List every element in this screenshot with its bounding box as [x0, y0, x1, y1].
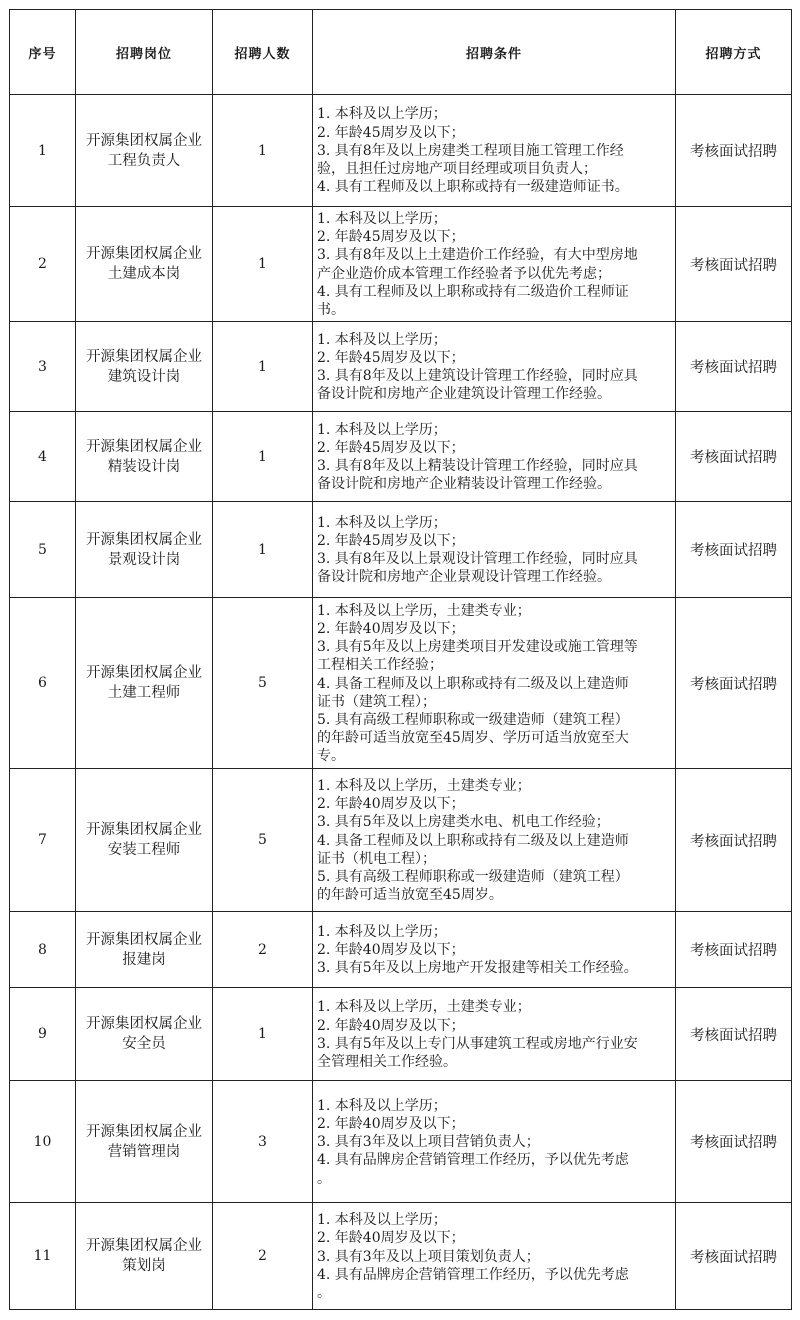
position-line: 开源集团权属企业 — [86, 348, 202, 365]
cell-conditions — [313, 1081, 676, 1203]
cell-conditions — [313, 988, 676, 1081]
cell-method: 考核面试招聘 — [676, 412, 792, 502]
condition-line: 3. 具有8年及以上土建造价工作经验，有大中型房地 — [317, 247, 638, 264]
condition-line: 1. 本科及以上学历； — [317, 106, 447, 123]
cell-position — [76, 412, 213, 502]
position-line: 开源集团权属企业 — [86, 246, 202, 263]
cell-conditions — [313, 207, 676, 322]
condition-line: 的年龄可适当放宽至45周岁、学历可适当放宽至大 — [317, 730, 629, 747]
cell-position — [76, 598, 213, 769]
cell-count: 1 — [213, 412, 313, 502]
table-row — [10, 988, 792, 1081]
condition-line: 2. 年龄45周岁及以下； — [317, 229, 465, 246]
cell-count: 1 — [213, 95, 313, 207]
table-row — [10, 598, 792, 769]
cell-index: 5 — [10, 502, 76, 598]
cell-position — [76, 95, 213, 207]
cell-index: 6 — [10, 598, 76, 769]
table-row — [10, 502, 792, 598]
table-row — [10, 912, 792, 988]
condition-line: 3. 具有8年及以上景观设计管理工作经验，同时应具 — [317, 551, 638, 568]
cell-index: 2 — [10, 207, 76, 322]
condition-line: 书。 — [317, 302, 345, 319]
condition-line: 3. 具有3年及以上项目策划负责人； — [317, 1248, 540, 1265]
cell-position — [76, 502, 213, 598]
table-body — [10, 95, 792, 1310]
condition-line: 4. 具有工程师及以上职称或持有一级建造师证书。 — [317, 179, 629, 196]
cell-conditions — [313, 502, 676, 598]
condition-line: 3. 具有3年及以上项目营销负责人； — [317, 1134, 540, 1151]
position-line: 开源集团权属企业 — [86, 1016, 202, 1033]
condition-line: 证书（建筑工程）； — [317, 693, 436, 710]
position-line: 开源集团权属企业 — [86, 1123, 202, 1140]
header-count: 招聘人数 — [213, 10, 313, 95]
cell-method: 考核面试招聘 — [676, 988, 792, 1081]
condition-line: 3. 具有5年及以上房建类项目开发建设或施工管理等 — [317, 639, 638, 656]
cell-position — [76, 322, 213, 412]
cell-index: 8 — [10, 912, 76, 988]
condition-line: 5. 具有高级工程师职称或一级建造师（建筑工程） — [317, 712, 629, 729]
position-line: 开源集团权属企业 — [86, 531, 202, 548]
condition-line: 1. 本科及以上学历，土建类专业； — [317, 778, 531, 794]
condition-line: 2. 年龄45周岁及以下； — [317, 124, 465, 141]
condition-line: 1. 本科及以上学历； — [317, 421, 447, 438]
condition-line: 1. 本科及以上学历，土建类专业； — [317, 999, 531, 1016]
position-line: 开源集团权属企业 — [86, 822, 202, 839]
condition-line: 1. 本科及以上学历； — [317, 923, 447, 940]
condition-line: 证书（机电工程）； — [317, 850, 436, 867]
cell-position — [76, 1203, 213, 1310]
condition-line: 4. 具有工程师及以上职称或持有二级造价工程师证 — [317, 283, 629, 300]
condition-line: 工程相关工作经验； — [317, 657, 443, 674]
condition-line: 备设计院和房地产企业建筑设计管理工作经验。 — [317, 386, 611, 403]
cell-position — [76, 207, 213, 322]
header-position: 招聘岗位 — [76, 10, 213, 95]
cell-count: 2 — [213, 912, 313, 988]
cell-conditions — [313, 412, 676, 502]
table-row — [10, 1081, 792, 1203]
condition-line: 的年龄可适当放宽至45周岁。 — [317, 887, 503, 904]
cell-conditions — [313, 95, 676, 207]
header-method: 招聘方式 — [676, 10, 792, 95]
recruitment-table — [9, 9, 792, 1310]
cell-count: 3 — [213, 1081, 313, 1203]
cell-conditions — [313, 769, 676, 912]
condition-line: 2. 年龄45周岁及以下； — [317, 533, 465, 550]
condition-line: 产企业造价成本管理工作经验者予以优先考虑； — [317, 265, 611, 282]
condition-line: 3. 具有8年及以上精装设计管理工作经验，同时应具 — [317, 458, 638, 475]
cell-count: 1 — [213, 502, 313, 598]
position-line: 安装工程师 — [107, 842, 181, 859]
condition-line: 1. 本科及以上学历； — [317, 331, 447, 348]
cell-conditions — [313, 1203, 676, 1310]
cell-method: 考核面试招聘 — [676, 598, 792, 769]
cell-conditions — [313, 912, 676, 988]
cell-index: 1 — [10, 95, 76, 207]
position-line: 开源集团权属企业 — [86, 132, 202, 149]
position-line: 营销管理岗 — [107, 1143, 181, 1160]
cell-index: 4 — [10, 412, 76, 502]
position-line: 开源集团权属企业 — [86, 438, 202, 455]
condition-line: 3. 具有8年及以上建筑设计管理工作经验，同时应具 — [317, 368, 638, 385]
cell-index: 10 — [10, 1081, 76, 1203]
condition-line: 全管理相关工作经验。 — [317, 1053, 457, 1070]
condition-line: 。 — [317, 1170, 331, 1187]
cell-method: 考核面试招聘 — [676, 322, 792, 412]
table-row — [10, 95, 792, 207]
cell-method: 考核面试招聘 — [676, 502, 792, 598]
position-line: 报建岗 — [122, 951, 166, 968]
cell-method: 考核面试招聘 — [676, 769, 792, 912]
condition-line: 2. 年龄40周岁及以下； — [317, 796, 465, 813]
cell-method: 考核面试招聘 — [676, 207, 792, 322]
position-line: 工程负责人 — [107, 152, 181, 169]
position-line: 开源集团权属企业 — [86, 665, 202, 682]
cell-index: 9 — [10, 988, 76, 1081]
cell-conditions — [313, 322, 676, 412]
condition-line: 1. 本科及以上学历； — [317, 211, 447, 227]
position-line: 精装设计岗 — [107, 458, 181, 475]
condition-line: 2. 年龄45周岁及以下； — [317, 350, 465, 367]
cell-index: 11 — [10, 1203, 76, 1310]
cell-conditions — [313, 598, 676, 769]
position-line: 土建成本岗 — [107, 266, 181, 283]
condition-line: 备设计院和房地产企业景观设计管理工作经验。 — [317, 569, 611, 586]
condition-line: 2. 年龄40周岁及以下； — [317, 1017, 465, 1034]
condition-line: 4. 具备工程师及以上职称或持有二级及以上建造师 — [317, 675, 629, 692]
table-row — [10, 412, 792, 502]
cell-method: 考核面试招聘 — [676, 912, 792, 988]
cell-count: 1 — [213, 988, 313, 1081]
cell-method: 考核面试招聘 — [676, 1081, 792, 1203]
condition-line: 1. 本科及以上学历，土建类专业； — [317, 602, 531, 619]
position-line: 安全员 — [122, 1036, 166, 1053]
cell-count: 5 — [213, 598, 313, 769]
condition-line: 5. 具有高级工程师职称或一级建造师（建筑工程） — [317, 869, 629, 886]
condition-line: 2. 年龄40周岁及以下； — [317, 621, 465, 637]
condition-line: 1. 本科及以上学历； — [317, 1212, 447, 1229]
cell-method: 考核面试招聘 — [676, 95, 792, 207]
cell-position — [76, 769, 213, 912]
position-line: 景观设计岗 — [107, 551, 181, 568]
header-index: 序号 — [10, 10, 76, 95]
condition-line: 4. 具有品牌房企营销管理工作经历，予以优先考虑 — [317, 1152, 629, 1169]
condition-line: 2. 年龄40周岁及以下； — [317, 942, 465, 959]
header-row — [10, 10, 792, 95]
cell-index: 7 — [10, 769, 76, 912]
cell-count: 2 — [213, 1203, 313, 1310]
condition-line: 2. 年龄40周岁及以下； — [317, 1230, 465, 1247]
position-line: 建筑设计岗 — [107, 368, 181, 385]
position-line: 策划岗 — [122, 1258, 166, 1275]
cell-count: 5 — [213, 769, 313, 912]
condition-line: 。 — [317, 1285, 331, 1302]
table-row — [10, 1203, 792, 1310]
condition-line: 验，且担任过房地产项目经理或项目负责人； — [317, 161, 597, 178]
cell-index: 3 — [10, 322, 76, 412]
cell-method: 考核面试招聘 — [676, 1203, 792, 1310]
cell-position — [76, 988, 213, 1081]
condition-line: 专。 — [317, 748, 345, 765]
condition-line: 备设计院和房地产企业精装设计管理工作经验。 — [317, 476, 611, 493]
position-line: 开源集团权属企业 — [86, 931, 202, 948]
cell-position — [76, 1081, 213, 1203]
cell-count: 1 — [213, 322, 313, 412]
condition-line: 3. 具有5年及以上房建类水电、机电工作经验； — [317, 814, 610, 831]
condition-line: 3. 具有5年及以上房地产开发报建等相关工作经验。 — [317, 960, 638, 977]
table-row — [10, 769, 792, 912]
condition-line: 1. 本科及以上学历； — [317, 1097, 447, 1114]
condition-line: 4. 具备工程师及以上职称或持有二级及以上建造师 — [317, 832, 629, 849]
position-line: 土建工程师 — [107, 685, 181, 702]
condition-line: 3. 具有5年及以上专门从事建筑工程或房地产行业安 — [317, 1035, 638, 1052]
condition-line: 1. 本科及以上学历； — [317, 514, 447, 531]
condition-line: 3. 具有8年及以上房建类工程项目施工管理工作经 — [317, 142, 624, 159]
header-conditions: 招聘条件 — [313, 10, 676, 95]
cell-count: 1 — [213, 207, 313, 322]
cell-position — [76, 912, 213, 988]
position-line: 开源集团权属企业 — [86, 1238, 202, 1255]
table-row — [10, 207, 792, 322]
condition-line: 4. 具有品牌房企营销管理工作经历，予以优先考虑 — [317, 1266, 629, 1283]
condition-line: 2. 年龄45周岁及以下； — [317, 440, 465, 457]
table-row — [10, 322, 792, 412]
condition-line: 2. 年龄40周岁及以下； — [317, 1115, 465, 1132]
